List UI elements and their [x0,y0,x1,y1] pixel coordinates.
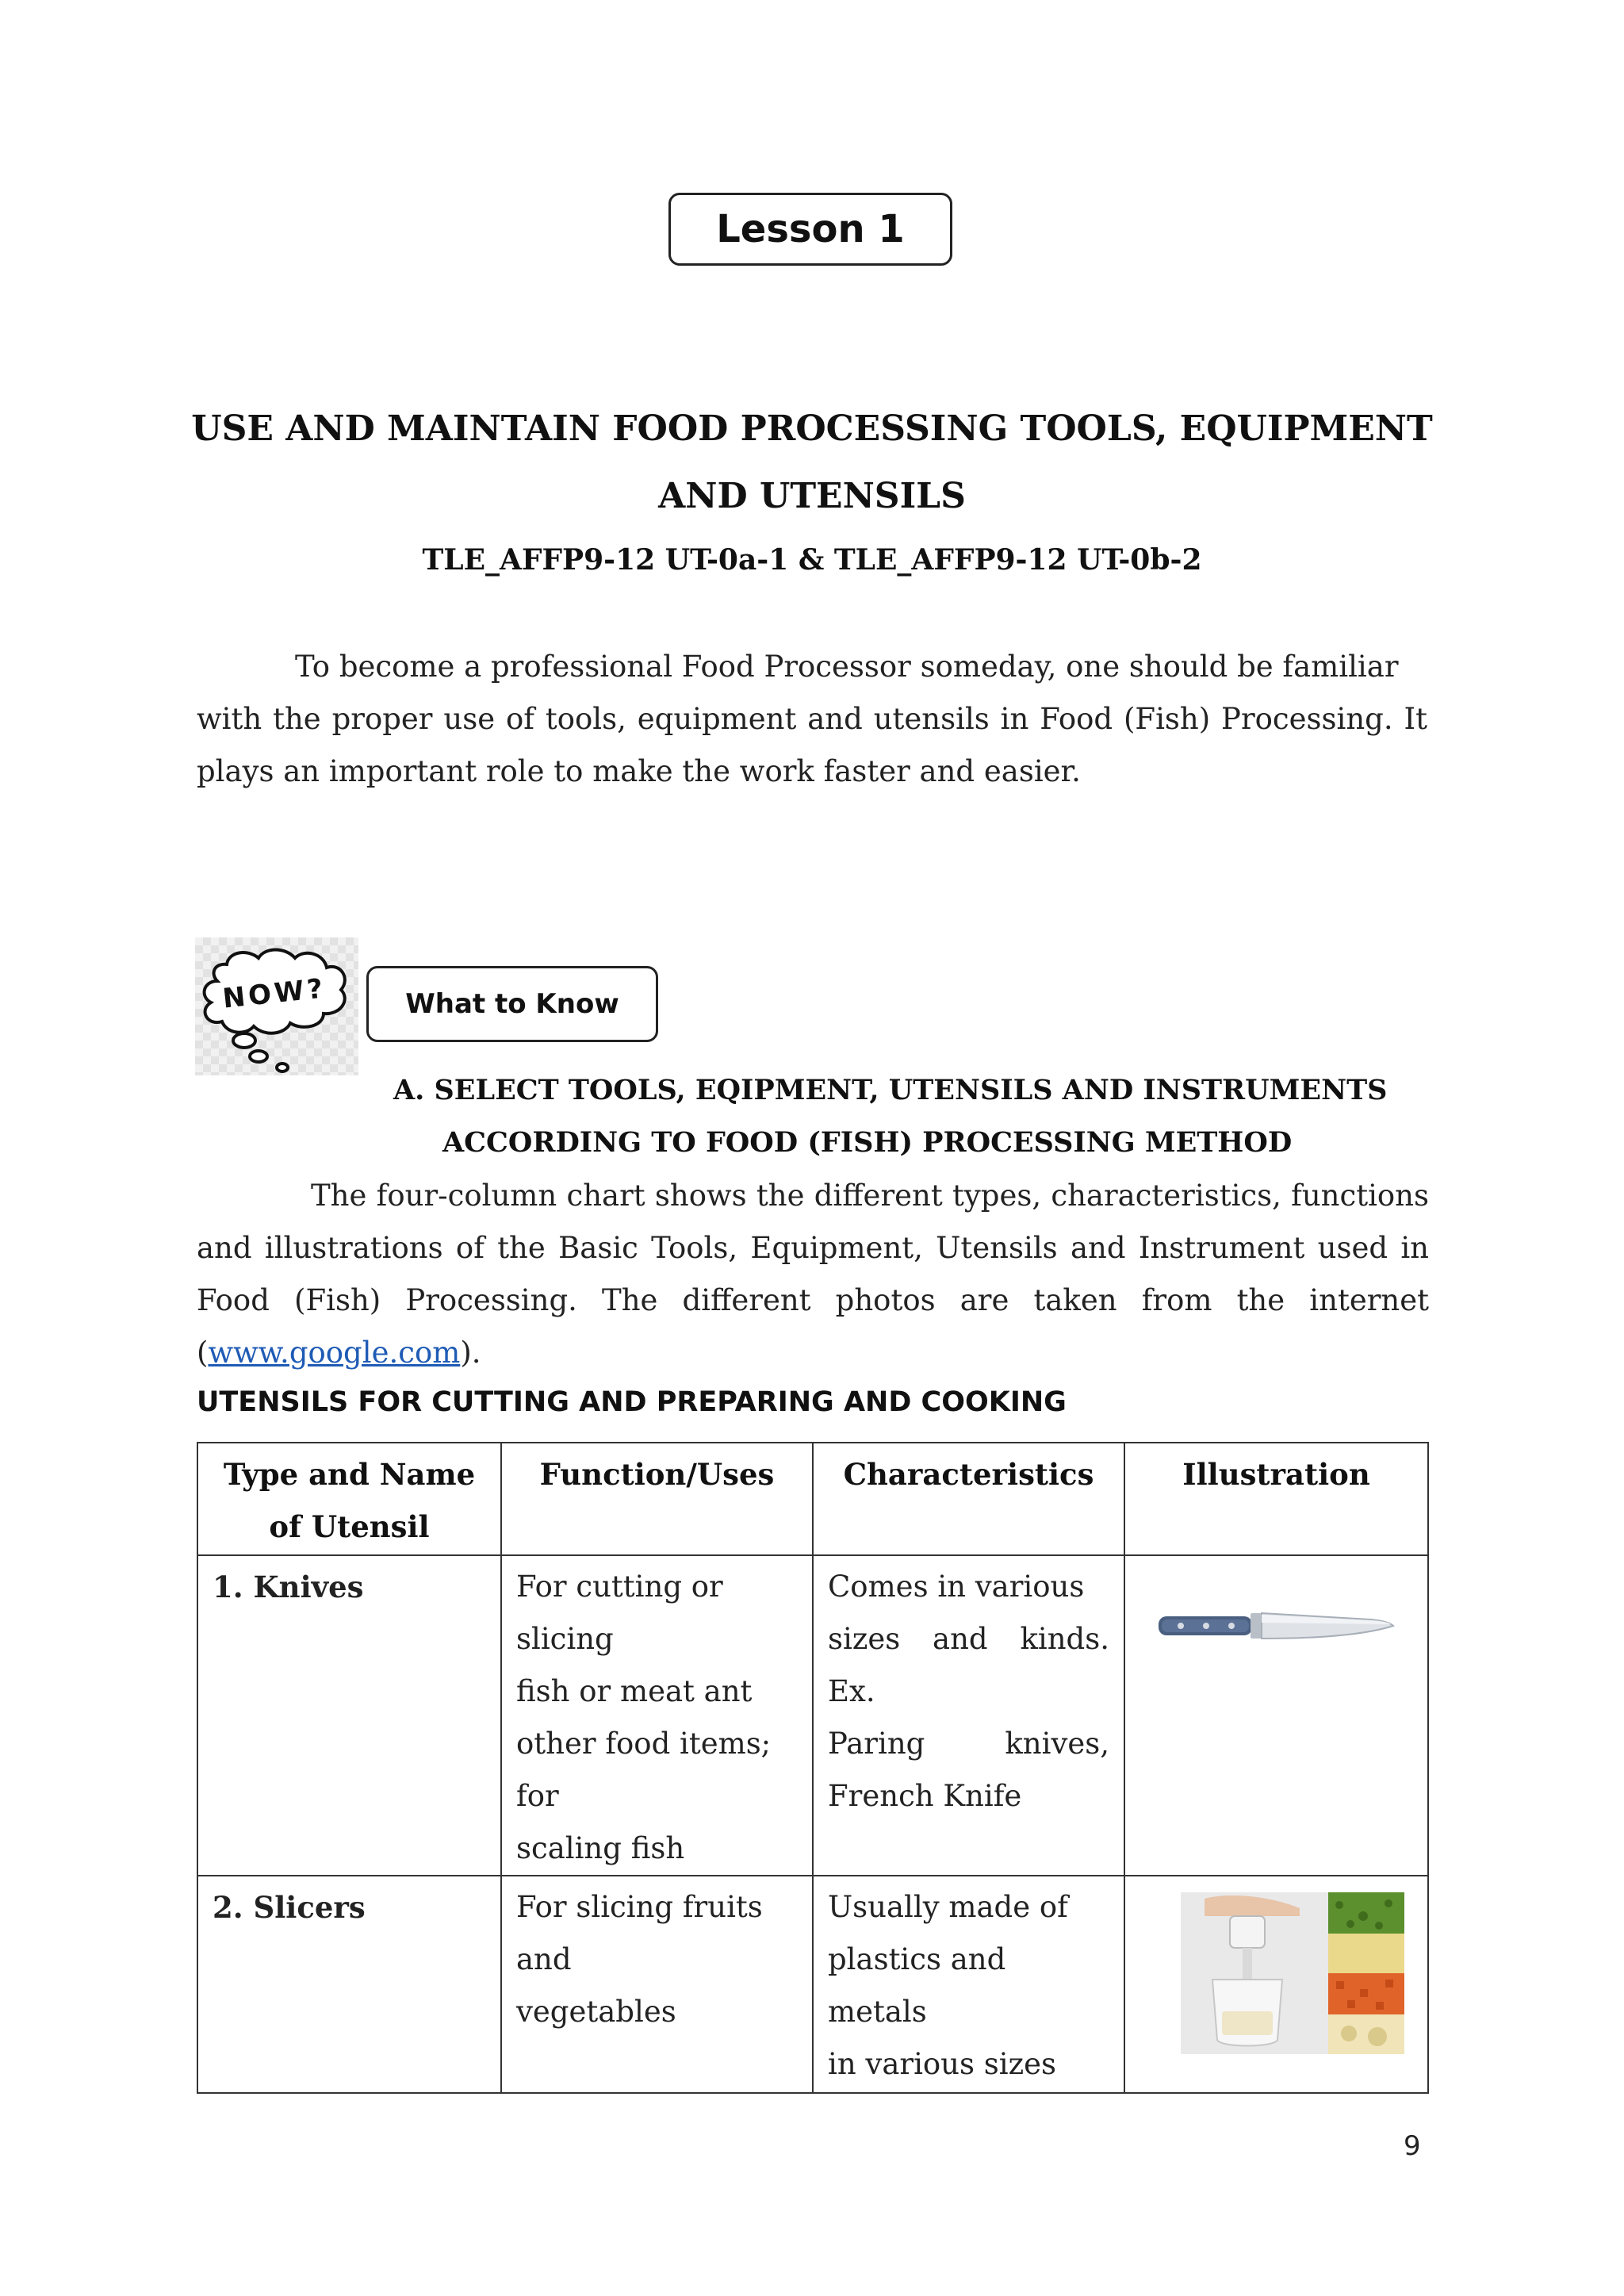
paren-open: ( [197,1336,209,1370]
description-line: Food (Fish) Processing. The different photos are taken from the internet [197,1283,1429,1317]
function-line: fish or meat ant [516,1674,753,1708]
table-header-function: Function/Uses [501,1443,813,1555]
table-header-illustration: Illustration [1124,1443,1428,1555]
characteristics-line: Ex. [828,1674,875,1708]
characteristics-line: in various sizes [828,2047,1056,2081]
table-header-type: Type and Name of Utensil [197,1443,501,1555]
page-title-line1: USE AND MAINTAIN FOOD PROCESSING TOOLS, EQUIPMENT [191,408,1433,449]
intro-line: To become a professional Food Processor someday, one should be familiar [295,650,1399,684]
description-line: The four-column chart shows the different types, characteristics, functions [311,1179,1429,1213]
characteristics-line: French Knife [828,1779,1022,1813]
function-line: vegetables [516,1995,676,2029]
function-line: scaling fish [516,1831,685,1865]
function-line: For slicing fruits [516,1890,763,1924]
function-line: slicing [516,1622,614,1656]
table-row [197,1876,1428,2093]
section-a-heading-line2: ACCORDING TO FOOD (FISH) PROCESSING METHOD [442,1126,1293,1159]
description-line [197,1327,1429,1379]
characteristics-line: Paring knives, [828,1727,1109,1761]
utensil-illustration [1124,1876,1428,2093]
table-header-row [197,1443,1428,1555]
google-link[interactable]: www.google.com [208,1336,461,1370]
function-line: for [516,1779,559,1813]
slicer-image [1181,1892,1404,2054]
table-header-characteristics: Characteristics [813,1443,1124,1555]
intro-paragraph [197,641,1427,798]
chart-description [197,1170,1429,1379]
function-line: other food items; [516,1727,772,1761]
lesson-badge: Lesson 1 [668,193,952,266]
utensil-characteristics [813,1876,1124,2093]
characteristics-line: plastics and metals [828,1942,1006,2029]
characteristics-line: Comes in various [828,1570,1085,1604]
function-line: For cutting or [516,1570,723,1604]
utensil-name: 2. Slicers [197,1876,501,2093]
characteristics-line: Usually made of [828,1890,1068,1924]
characteristics-line: sizes and kinds. [828,1622,1109,1656]
description-line: and illustrations of the Basic Tools, Equipment, Utensils and Instrument used in [197,1231,1429,1265]
paren-close: ). [460,1336,481,1370]
utensils-heading: UTENSILS FOR CUTTING AND PREPARING AND COOKING [197,1386,1067,1418]
utensil-illustration [1124,1555,1428,1876]
utensil-name: 1. Knives [197,1555,501,1876]
table-row [197,1555,1428,1876]
now-text: NOW? [220,972,327,1015]
what-to-know-label: What to Know [366,966,658,1042]
section-a-heading-line1: A. SELECT TOOLS, EQIPMENT, UTENSILS AND INSTRUMENTS [393,1074,1388,1106]
function-line: and [516,1942,572,1976]
competency-code: TLE_AFFP9-12 UT-0a-1 & TLE_AFFP9-12 UT-0b-2 [422,543,1202,577]
utensil-function [501,1555,813,1876]
page-number: 9 [1404,2130,1421,2162]
utensil-characteristics [813,1555,1124,1876]
now-thought-bubble [195,937,358,1075]
page-title-line2: AND UTENSILS [658,476,966,516]
intro-line: plays an important role to make the work faster and easier. [197,754,1081,788]
thought-bubble-icon [195,937,358,1075]
utensil-function [501,1876,813,2093]
utensils-table [197,1442,1429,2094]
knife-image [1157,1604,1395,1651]
intro-line: with the proper use of tools, equipment and utensils in Food (Fish) Processing. It [197,702,1427,736]
